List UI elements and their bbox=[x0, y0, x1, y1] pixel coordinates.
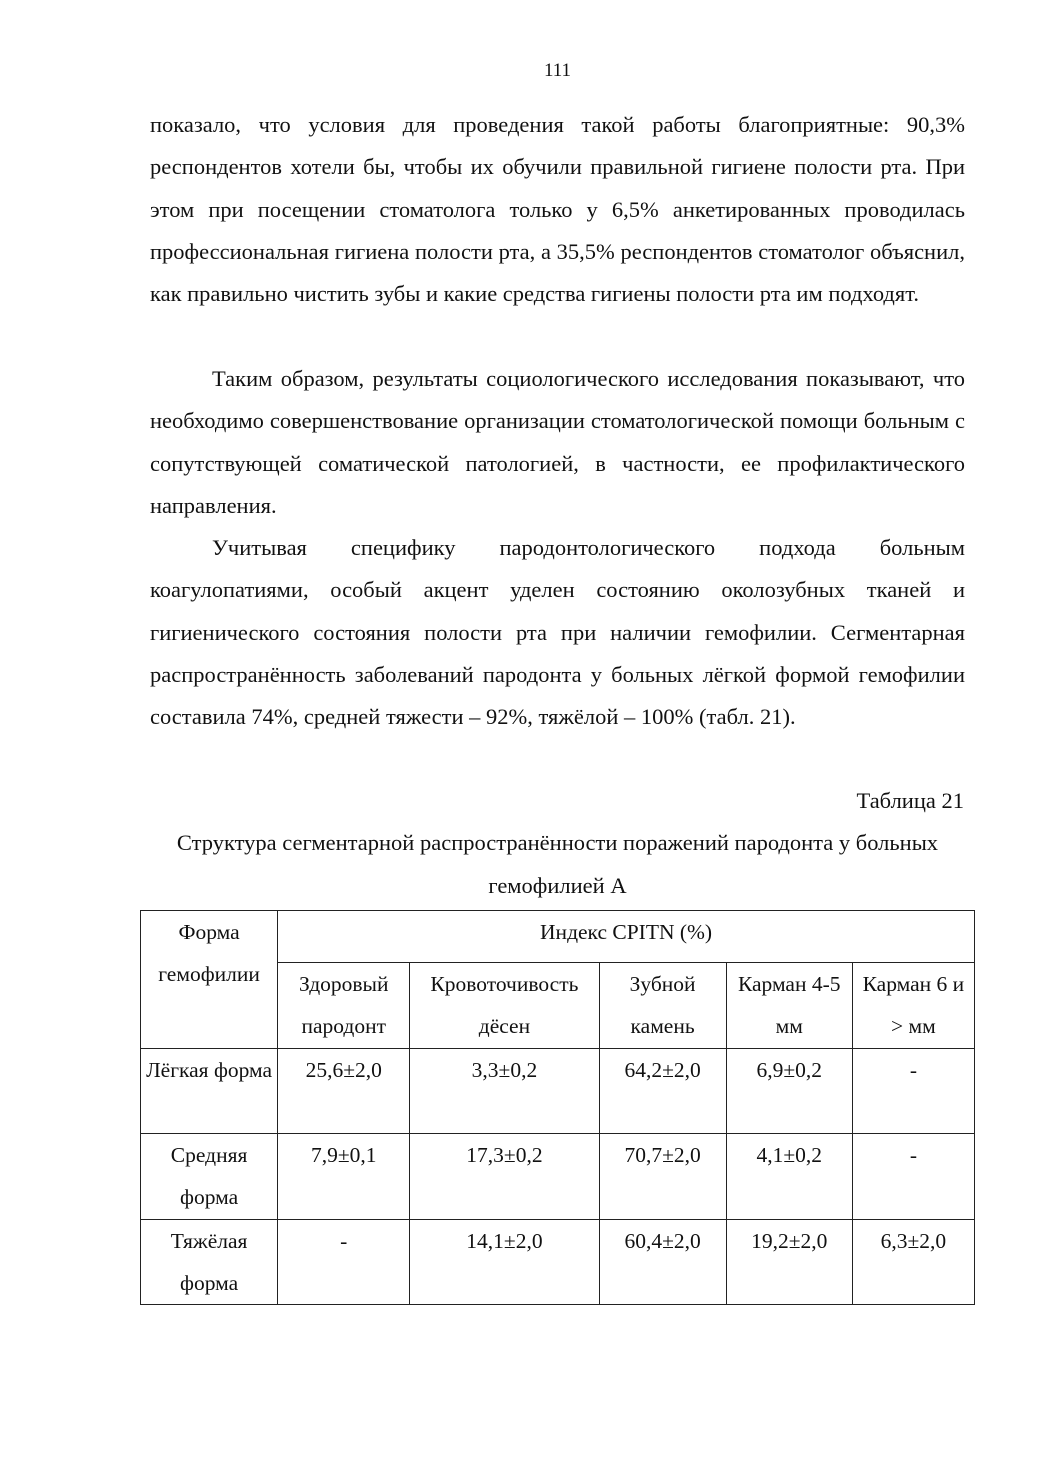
table-row bbox=[141, 1048, 975, 1133]
cpitn-table bbox=[140, 910, 975, 1305]
table-cell: 6,9±0,2 bbox=[726, 1048, 852, 1133]
row-label: Средняя форма bbox=[141, 1134, 278, 1219]
page-number: 111 bbox=[543, 60, 572, 81]
table-row bbox=[141, 1134, 975, 1219]
table-cell: 60,4±2,0 bbox=[599, 1219, 726, 1304]
table-cell: - bbox=[852, 1048, 974, 1133]
table-cell: 14,1±2,0 bbox=[410, 1219, 599, 1304]
paragraph-2-block bbox=[150, 358, 965, 527]
table-label: Таблица 21 bbox=[856, 788, 964, 813]
table-cell: - bbox=[278, 1219, 410, 1304]
row-header-cell: Форма гемофилии bbox=[141, 911, 278, 1049]
paragraph-2: Таким образом, результаты социологического исследования показывают, что необходимо совершенствование организации стоматологической помощи больным с сопутствующей соматической патологией, в частности, ее профилактического направления. bbox=[150, 366, 965, 518]
table-cell: - bbox=[852, 1134, 974, 1219]
table-cell: 19,2±2,0 bbox=[726, 1219, 852, 1304]
table-row bbox=[141, 1219, 975, 1304]
table-cell: 7,9±0,1 bbox=[278, 1134, 410, 1219]
paragraph-3-block bbox=[150, 527, 965, 738]
table-cell: 4,1±0,2 bbox=[726, 1134, 852, 1219]
column-header: Карман 4-5 мм bbox=[726, 963, 852, 1048]
table-cell: 6,3±2,0 bbox=[852, 1219, 974, 1304]
row-label: Лёгкая форма bbox=[141, 1048, 278, 1133]
table-cell: 3,3±0,2 bbox=[410, 1048, 599, 1133]
table-cell: 70,7±2,0 bbox=[599, 1134, 726, 1219]
table-caption: Структура сегментарной распространённости поражений пародонта у больных гемофилией А bbox=[176, 830, 939, 898]
paragraph-1: показало, что условия для проведения такой работы благоприятные: 90,3% респондентов хотели бы, чтобы их обучили правильной гигиене полости рта. При этом при посещении стоматолога только у 6,5% анкетированных проводилась профессиональная гигиена полости рта, а 35,5% респондентов стоматолог объяснил, как правильно чистить зубы и какие средства гигиены полости рта им подходят. bbox=[150, 112, 965, 307]
column-header: Зубной камень bbox=[599, 963, 726, 1048]
column-header: Карман 6 и > мм bbox=[852, 963, 974, 1048]
column-header: Кровоточивость дёсен bbox=[410, 963, 599, 1048]
table-cell: 17,3±0,2 bbox=[410, 1134, 599, 1219]
column-header: Здоровый пародонт bbox=[278, 963, 410, 1048]
table-header-row bbox=[141, 911, 975, 963]
paragraph-3: Учитывая специфику пародонтологического подхода больным коагулопатиями, особый акцент уделен состоянию околозубных тканей и гигиенического состояния полости рта при наличии гемофилии. Сегментарная распространённость заболеваний пародонта у больных лёгкой формой гемофилии составила 74%, средней тяжести – 92%, тяжёлой – 100% (табл. 21). bbox=[150, 535, 965, 730]
table-cell: 64,2±2,0 bbox=[599, 1048, 726, 1133]
table-cell: 25,6±2,0 bbox=[278, 1048, 410, 1133]
group-header-cell: Индекс CPITN (%) bbox=[278, 911, 975, 963]
row-label: Тяжёлая форма bbox=[141, 1219, 278, 1304]
paragraph-1-block bbox=[150, 104, 965, 315]
